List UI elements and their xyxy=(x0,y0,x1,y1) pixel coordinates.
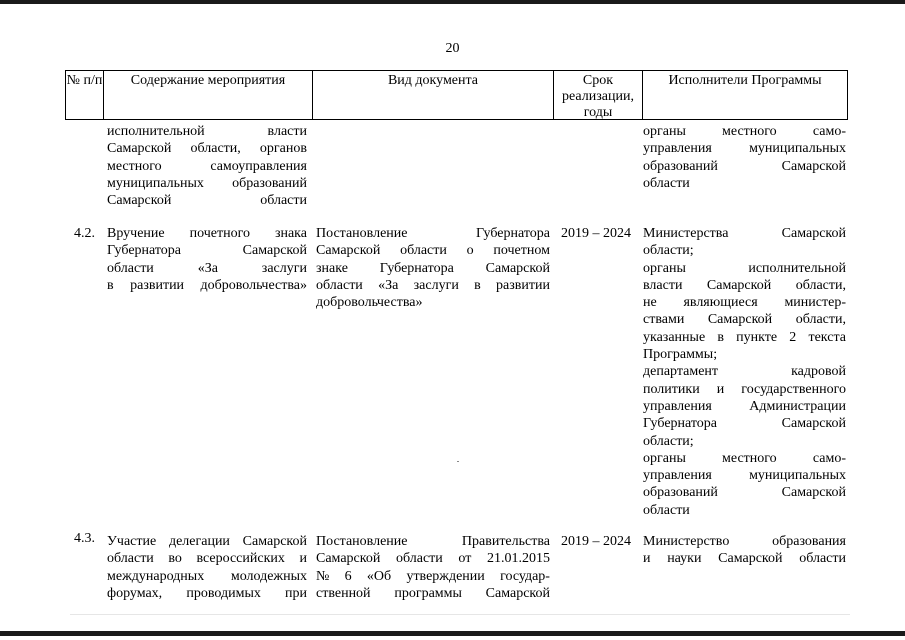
text-line xyxy=(643,381,846,398)
word: 2 xyxy=(789,329,797,345)
row-term: 2019 – 2024 xyxy=(561,226,631,241)
word: самоуправления xyxy=(210,158,307,174)
word: Самарской xyxy=(485,260,550,276)
word: исполнительной xyxy=(748,260,846,276)
header-col-document: Вид документа xyxy=(387,73,479,88)
word: области, xyxy=(795,277,846,293)
word: органы xyxy=(643,450,686,466)
word: № xyxy=(316,568,330,584)
text-line xyxy=(316,225,550,242)
row-number: 4.2. xyxy=(74,226,95,241)
word: Самарской xyxy=(316,551,381,567)
word: при xyxy=(285,585,307,601)
word: само- xyxy=(812,450,846,466)
word: Самарской xyxy=(485,585,550,601)
text-line xyxy=(643,467,846,484)
word: знаке xyxy=(316,260,348,276)
text-line xyxy=(643,277,846,294)
word: и xyxy=(716,381,725,397)
word: заслуги xyxy=(413,277,459,293)
page-number: 20 xyxy=(445,41,460,56)
word: Губернатора xyxy=(475,226,550,241)
word: Самарской xyxy=(242,534,307,549)
scan-top-border xyxy=(0,0,905,4)
word: не xyxy=(643,295,657,311)
text-line xyxy=(643,415,846,432)
word: Самарской xyxy=(107,141,172,157)
text-line xyxy=(643,225,846,242)
word: области xyxy=(316,277,363,293)
word: Самарской xyxy=(781,485,846,501)
word: области xyxy=(107,260,154,276)
text-line: добровольчества» xyxy=(316,295,423,311)
word: Самарской xyxy=(242,243,307,259)
word: образований xyxy=(643,158,718,174)
text-line xyxy=(316,585,550,602)
word: государственного xyxy=(741,381,846,397)
word: органы xyxy=(643,124,686,139)
word: пункте xyxy=(736,329,778,345)
word: области, xyxy=(795,312,846,328)
word: Самарской xyxy=(781,158,846,174)
word: политики xyxy=(643,381,700,397)
text-line xyxy=(107,123,307,140)
word: знака xyxy=(274,226,307,241)
text-line xyxy=(316,550,550,567)
row-content xyxy=(107,533,307,602)
text-line xyxy=(643,398,846,415)
row-term: 2019 – 2024 xyxy=(561,534,631,549)
text-line: в развитии добровольчества» xyxy=(107,277,307,293)
text-line: области xyxy=(643,175,690,191)
text-line xyxy=(316,260,550,277)
word: управления xyxy=(643,141,712,157)
word: муниципальных xyxy=(749,141,846,157)
text-line: и науки Самарской области xyxy=(643,551,846,567)
text-line xyxy=(643,363,846,380)
word: Вручение xyxy=(107,226,165,241)
scan-shadow-line xyxy=(70,614,850,615)
word: форумах, xyxy=(107,585,163,601)
word: образований xyxy=(643,485,718,501)
word: программы xyxy=(394,585,462,601)
header-col-term: Срок реализации, годы xyxy=(562,73,634,120)
word: от xyxy=(458,551,472,567)
text-line xyxy=(107,568,307,585)
word: само- xyxy=(812,124,846,139)
header-col-number: № п/п xyxy=(66,73,103,88)
row-number: 4.3. xyxy=(74,531,95,546)
word: власти xyxy=(267,124,307,139)
word: во xyxy=(168,551,182,567)
word: области xyxy=(400,243,447,259)
word: заслуги xyxy=(261,260,307,276)
text-line xyxy=(643,158,846,175)
row-content xyxy=(107,225,307,294)
word: почетного xyxy=(189,226,250,241)
text-line xyxy=(643,329,846,346)
row-document xyxy=(316,225,550,311)
row-executors xyxy=(643,533,846,568)
text-line xyxy=(107,175,307,192)
word: молодежных xyxy=(230,568,307,584)
text-line xyxy=(107,158,307,175)
row-executors xyxy=(643,225,846,519)
word: Самарской xyxy=(781,226,846,241)
word: области xyxy=(107,551,154,567)
word: ствами xyxy=(643,312,685,328)
word: ственной xyxy=(316,585,371,601)
word: образований xyxy=(232,175,307,191)
word: 21.01.2015 xyxy=(487,551,550,567)
word: Администрации xyxy=(749,398,846,414)
text-line: области; xyxy=(643,243,694,259)
text-line xyxy=(643,123,846,140)
word: управления xyxy=(643,398,712,414)
word: Министерства xyxy=(643,226,729,241)
word: указанные xyxy=(643,329,706,345)
header-col-content: Содержание мероприятия xyxy=(130,73,286,88)
text-line xyxy=(107,140,307,157)
word: 6 xyxy=(344,568,352,584)
word: области, xyxy=(190,141,241,157)
text-line: Программы; xyxy=(643,347,718,363)
word: утверждении xyxy=(406,568,485,584)
word: органы xyxy=(643,260,686,276)
text-line xyxy=(643,311,846,328)
word: министер- xyxy=(784,295,846,311)
word: муниципальных xyxy=(107,175,204,191)
header-col-executors: Исполнители Программы xyxy=(668,73,822,88)
word: «За xyxy=(197,260,218,276)
text-line xyxy=(107,550,307,567)
word: текста xyxy=(808,329,846,345)
word: Самарской xyxy=(706,277,772,293)
text-line xyxy=(316,277,550,294)
word: власти xyxy=(643,277,683,293)
word: «Об xyxy=(366,568,392,584)
scan-speck xyxy=(457,461,459,462)
text-line xyxy=(643,533,846,550)
text-line: области xyxy=(643,502,690,518)
word: исполнительной xyxy=(107,124,205,139)
text-line xyxy=(107,533,307,550)
word: департамент xyxy=(643,364,719,380)
table-header xyxy=(65,70,848,120)
word: местного xyxy=(722,124,777,139)
word: управления xyxy=(643,468,712,484)
word: Губернатора xyxy=(107,243,182,259)
word: Губернатора xyxy=(643,416,718,432)
text-line: области; xyxy=(643,433,694,449)
word: проводимых xyxy=(186,585,261,601)
row-document xyxy=(316,533,550,602)
text-line xyxy=(316,568,550,585)
text-line xyxy=(643,260,846,277)
text-line: Самарской области xyxy=(107,193,307,209)
word: почетном xyxy=(493,243,550,259)
text-line xyxy=(107,242,307,259)
word: образования xyxy=(772,534,846,549)
word: Самарской xyxy=(316,243,381,259)
word: являющиеся xyxy=(683,295,758,311)
word: муниципальных xyxy=(749,468,846,484)
word: Губернатора xyxy=(379,260,454,276)
word: Самарской xyxy=(707,312,773,328)
word: о xyxy=(466,243,474,259)
text-line xyxy=(107,585,307,602)
word: Участие xyxy=(107,534,157,549)
word: в xyxy=(717,329,724,345)
word: Министерство xyxy=(643,534,730,549)
word: органов xyxy=(259,141,307,157)
word: и xyxy=(299,551,307,567)
word: Постановление xyxy=(316,226,408,241)
word: в xyxy=(474,277,481,293)
word: государ- xyxy=(500,568,550,584)
word: Самарской xyxy=(781,416,846,432)
word: делегации xyxy=(168,534,230,549)
text-line xyxy=(643,450,846,467)
text-line xyxy=(643,484,846,501)
text-line xyxy=(643,294,846,311)
word: кадровой xyxy=(791,364,846,380)
text-line xyxy=(107,225,307,242)
word: Постановление xyxy=(316,534,408,549)
continuation-content xyxy=(107,123,307,209)
text-line xyxy=(643,140,846,157)
word: области xyxy=(395,551,443,567)
word: «За xyxy=(378,277,399,293)
word: всероссийских xyxy=(196,551,285,567)
word: Правительства xyxy=(461,534,550,549)
word: местного xyxy=(107,158,162,174)
word: развитии xyxy=(496,277,550,293)
word: международных xyxy=(107,568,205,584)
word: местного xyxy=(722,450,777,466)
scan-bottom-border xyxy=(0,631,905,636)
text-line xyxy=(107,260,307,277)
continuation-executors xyxy=(643,123,846,192)
text-line xyxy=(316,242,550,259)
text-line xyxy=(316,533,550,550)
